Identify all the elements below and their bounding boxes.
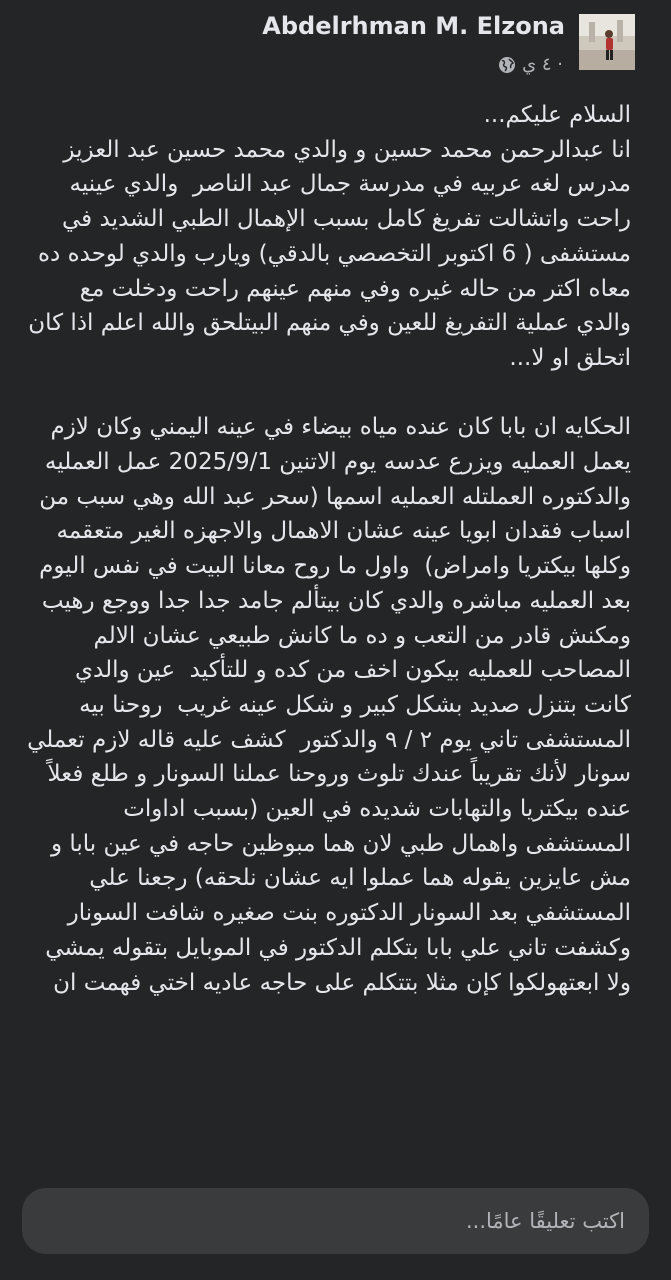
comment-bar xyxy=(0,1182,671,1280)
comment-input[interactable] xyxy=(22,1188,649,1254)
avatar[interactable] xyxy=(579,14,635,70)
post-text: السلام عليكم... انا عبدالرحمن محمد حسين و والدي محمد حسين عبد العزيز مدرس لغه عربيه في مدرسة جمال عبد الناصر والدي عينيه راحت واتشالت تفريغ كامل بسبب الإهمال الطبي الشديد في مستشفى ( 6 اكتوبر التخصصي بالدقي) ويارب والدي لوحده ده معاه اكتر من حاله غيره وفي منهم عينهم راحت ودخلت مع والدي عملية التفريغ للعين وفي منهم البيتلحق والله اعلم اذا كان اتحلق او لا... الحكايه ان بابا كان عنده مياه بيضاء في عينه اليمني وكان لازم يعمل العمليه ويزرع عدسه يوم الاتنين 2025/9/1 عمل العمليه والدكتوره العملتله العمليه اسمها (سحر عبد الله وهي سبب من اسباب فقدان ابويا عينه عشان الاهمال والاجهزه الغير متعقمه وكلها بيكتريا وامراض) واول ما روح معانا البيت في نفس اليوم بعد العمليه مباشره والدي كان بيتألم جامد جدا جدا ووجع رهيب ومكنش قادر من التعب و ده ما كانش طبيعي عشان الالم المصاحب للعمليه بيكون اخف من كده و للتأكيد عين والدي كانت بتنزل صديد بشكل كبير و شكل عينه غريب روحنا بيه المستشفى تاني يوم ٢ / ٩ والدكتور كشف عليه قاله لازم تعملي سونار لأنك تقريباً عندك تلوث وروحنا عملنا السونار و طلع فعلاً عنده بيكتريا والتهابات شديده في العين (بسبب اداوات المستشفى واهمال طبي لان هما مبوظين حاجه في عين بابا و مش عايزين يقوله هما عملوا ايه عشان نلحقه) رجعنا علي المستشفي بعد السونار الدكتوره بنت صغيره شافت السونار وكشفت تاني علي بابا بتكلم الدكتور في الموبايل بتقوله يمشي ولا ابعتهولكوا كإن مثلا بتتكلم على حاجه عاديه اختي فهمت ان xyxy=(27,102,631,996)
post-header xyxy=(0,0,671,96)
post-time[interactable]: ٤ ي · xyxy=(522,54,563,75)
post-body xyxy=(27,92,631,1192)
avatar-image xyxy=(579,14,635,70)
author-name[interactable]: Abdelrhman M. Elzona xyxy=(262,12,565,40)
post-meta xyxy=(498,54,563,75)
globe-icon xyxy=(498,56,516,74)
